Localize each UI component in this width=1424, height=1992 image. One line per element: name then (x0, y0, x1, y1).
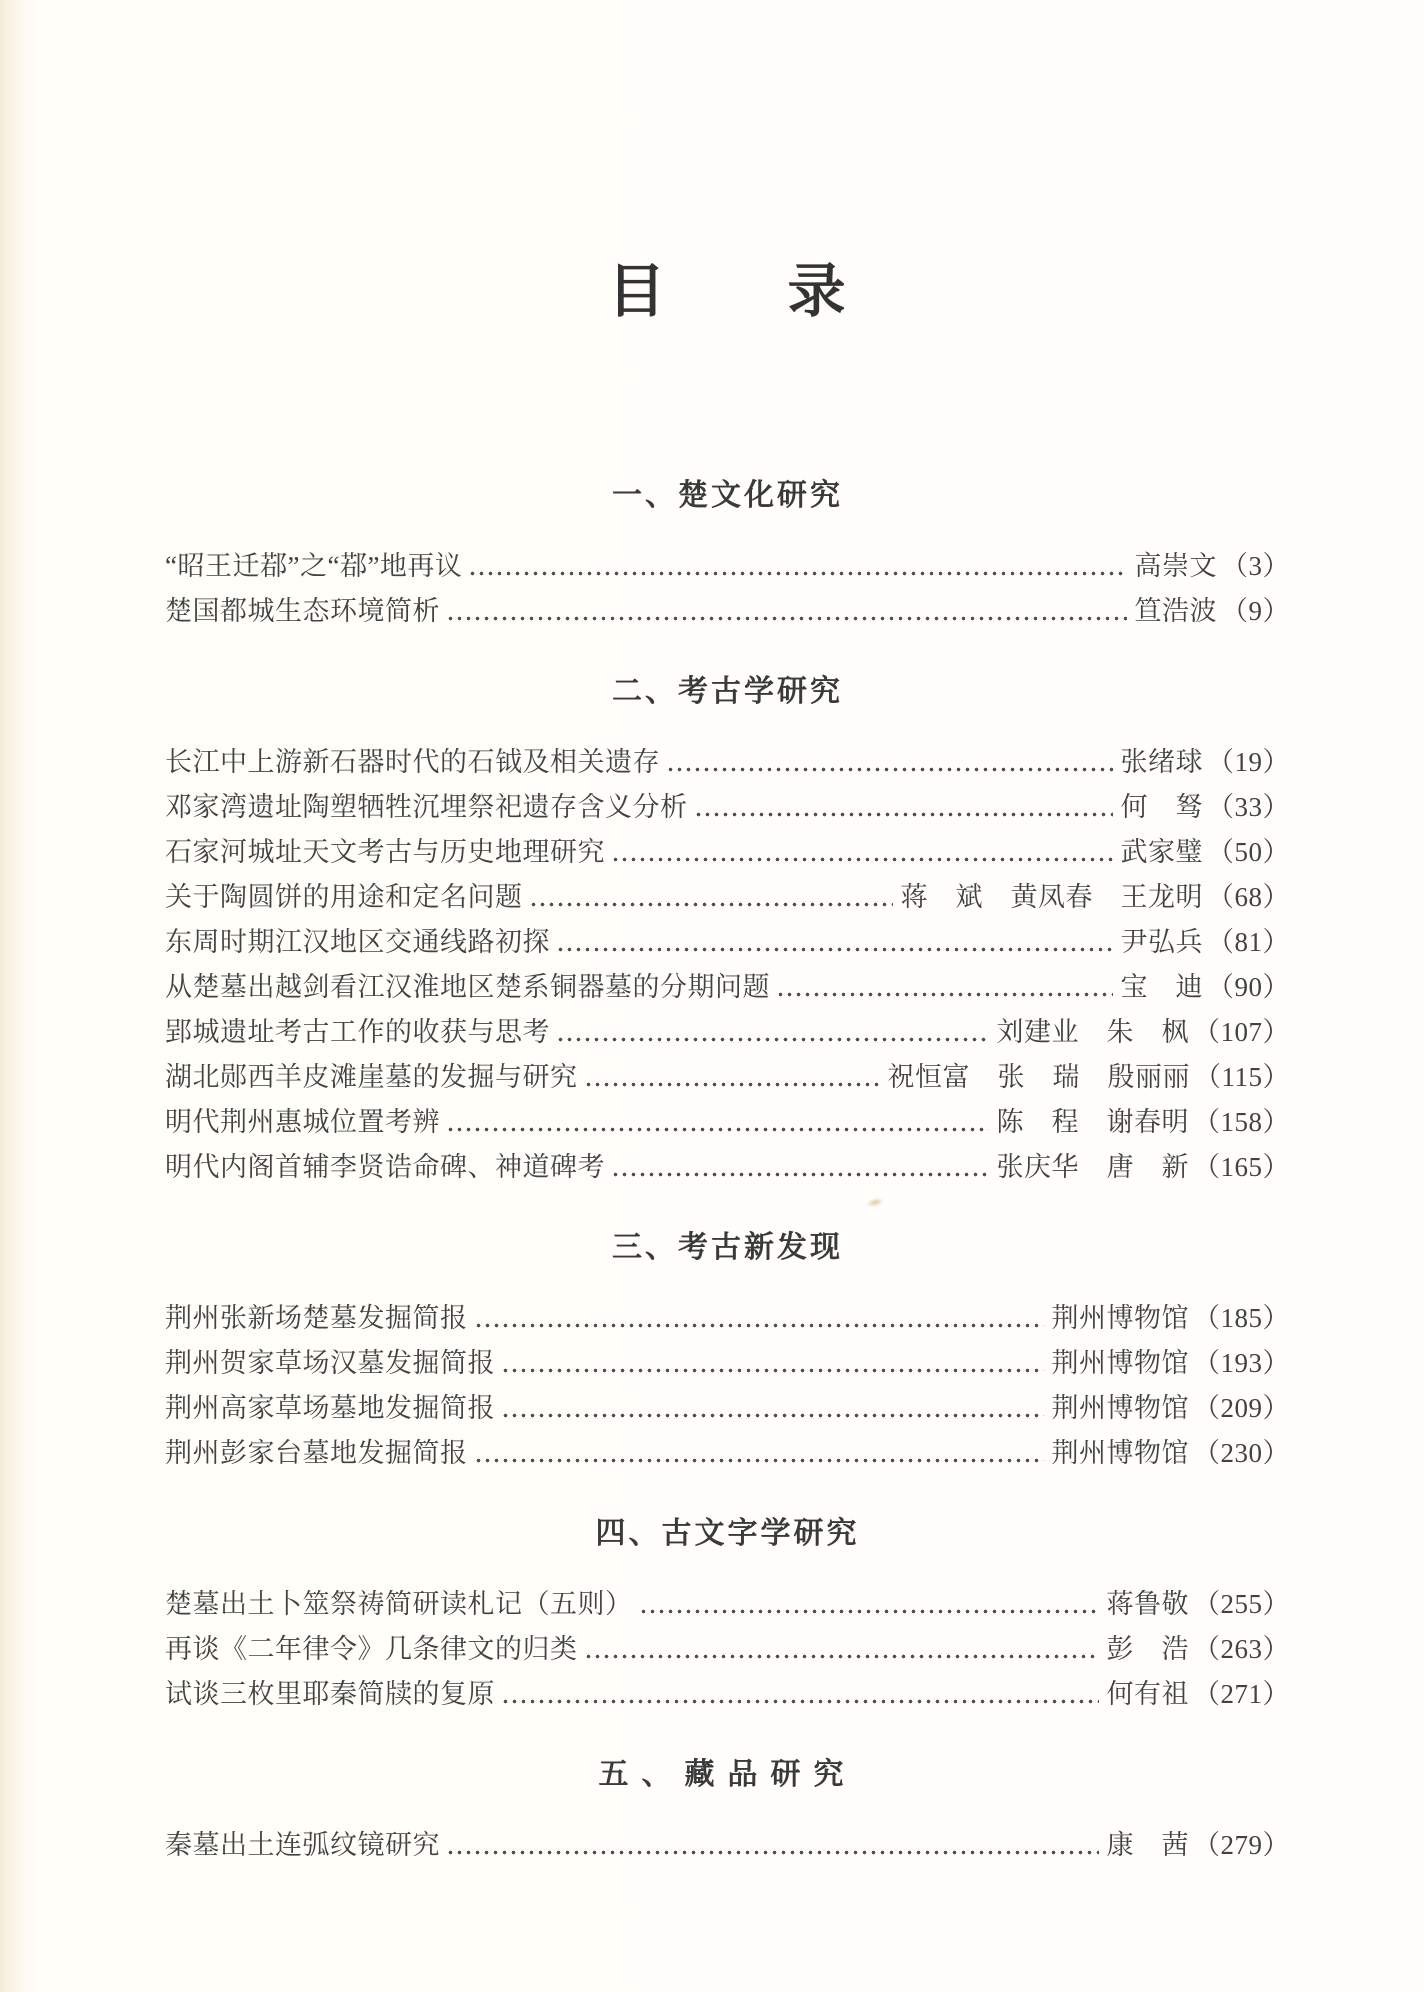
toc-entry (165, 1145, 1290, 1190)
dotted-leader (529, 875, 893, 920)
toc-entry (165, 544, 1290, 589)
toc-entry (165, 1386, 1290, 1431)
entry-page-number: （115） (1194, 1062, 1290, 1092)
entry-authors: 荆州博物馆 (1051, 1393, 1189, 1423)
toc-entry (165, 589, 1290, 634)
dotted-leader (611, 830, 1113, 875)
entry-title: 郢城遗址考古工作的收获与思考 (165, 1017, 550, 1047)
entry-authors: 刘建业 朱 枫 (996, 1017, 1189, 1047)
section-heading: 三、考古新发现 (612, 1230, 843, 1265)
entry-page-number: （90） (1207, 972, 1290, 1002)
entry-title: 荆州张新场楚墓发掘简报 (165, 1303, 468, 1333)
entry-page-number: （255） (1193, 1589, 1290, 1619)
entry-authors: 荆州博物馆 (1051, 1303, 1189, 1333)
section-paleography (165, 1512, 1290, 1717)
entry-authors: 荆州博物馆 (1051, 1348, 1189, 1378)
entry-authors: 何 驽 (1120, 792, 1203, 822)
section-heading: 二、考古学研究 (612, 674, 843, 709)
toc-entry (165, 1672, 1290, 1717)
entry-authors: 康 茜 (1106, 1830, 1189, 1860)
dotted-leader (776, 965, 1113, 1010)
dotted-leader (556, 920, 1113, 965)
entry-page-number: （81） (1207, 927, 1290, 957)
entry-title: 东周时期江汉地区交通线路初探 (165, 927, 550, 957)
dotted-leader (639, 1582, 1099, 1627)
dotted-leader (666, 740, 1113, 785)
toc-entry (165, 1100, 1290, 1145)
entry-page-number: （209） (1193, 1393, 1290, 1423)
dotted-leader (474, 1431, 1044, 1476)
entry-page-number: （185） (1193, 1303, 1290, 1333)
toc-entry (165, 740, 1290, 785)
entry-authors: 陈 程 谢春明 (996, 1107, 1189, 1137)
entry-page-number: （3） (1221, 551, 1290, 581)
entry-page-number: （230） (1193, 1438, 1290, 1468)
dotted-leader (584, 1055, 880, 1100)
entry-title: 明代荆州惠城位置考辨 (165, 1107, 440, 1137)
entry-title: 长江中上游新石器时代的石钺及相关遗存 (165, 747, 660, 777)
toc-entry (165, 1582, 1290, 1627)
toc-entry (165, 1627, 1290, 1672)
entry-authors: 武家璧 (1120, 837, 1203, 867)
entry-authors: 笪浩波 (1134, 596, 1217, 626)
entry-title: 湖北郧西羊皮滩崖墓的发掘与研究 (165, 1062, 578, 1092)
entry-title: 从楚墓出越剑看江汉淮地区楚系铜器墓的分期问题 (165, 972, 770, 1002)
dotted-leader (584, 1627, 1099, 1672)
entry-title: 邓家湾遗址陶塑牺牲沉埋祭祀遗存含义分析 (165, 792, 688, 822)
dotted-leader (446, 1823, 1099, 1868)
section-new-discoveries (165, 1226, 1290, 1476)
entry-authors: 尹弘兵 (1120, 927, 1203, 957)
dotted-leader (468, 544, 1126, 589)
entry-title: 试谈三枚里耶秦简牍的复原 (165, 1679, 495, 1709)
dotted-leader (694, 785, 1113, 830)
entry-page-number: （165） (1193, 1152, 1290, 1182)
dotted-leader (474, 1296, 1044, 1341)
toc-entry (165, 785, 1290, 830)
entry-title: “昭王迁鄀”之“鄀”地再议 (165, 551, 463, 581)
section-archaeology (165, 670, 1290, 1190)
entry-title: 楚墓出土卜筮祭祷简研读札记（五则） (165, 1589, 633, 1619)
entry-page-number: （68） (1207, 882, 1290, 912)
section-heading: 四、古文字学研究 (595, 1516, 860, 1551)
entry-title: 再谈《二年律令》几条律文的归类 (165, 1634, 578, 1664)
entry-page-number: （279） (1193, 1830, 1290, 1860)
entry-page-number: （19） (1207, 747, 1290, 777)
toc-entry (165, 1431, 1290, 1476)
dotted-leader (501, 1672, 1099, 1717)
entry-page-number: （33） (1207, 792, 1290, 822)
section-heading: 五、藏品研究 (598, 1757, 857, 1792)
entry-authors: 高崇文 (1134, 551, 1217, 581)
entry-title: 荆州彭家台墓地发掘简报 (165, 1438, 468, 1468)
entry-title: 秦墓出土连弧纹镜研究 (165, 1830, 440, 1860)
entry-title: 荆州贺家草场汉墓发掘简报 (165, 1348, 495, 1378)
entry-authors: 荆州博物馆 (1051, 1438, 1189, 1468)
toc-entry (165, 965, 1290, 1010)
entry-title: 明代内阁首辅李贤诰命碑、神道碑考 (165, 1152, 605, 1182)
toc-entry (165, 875, 1290, 920)
entry-page-number: （9） (1221, 596, 1290, 626)
toc-entry (165, 1296, 1290, 1341)
entry-page-number: （271） (1193, 1679, 1290, 1709)
entry-title: 荆州高家草场墓地发掘简报 (165, 1393, 495, 1423)
entry-authors: 彭 浩 (1106, 1634, 1189, 1664)
entry-page-number: （263） (1193, 1634, 1290, 1664)
dotted-leader (446, 589, 1127, 634)
entry-title: 楚国都城生态环境简析 (165, 596, 440, 626)
entry-authors: 宝 迪 (1120, 972, 1203, 1002)
toc-entry (165, 1055, 1290, 1100)
section-collection-research (165, 1753, 1290, 1868)
entry-authors: 祝恒富 张 瑞 殷丽丽 (887, 1062, 1190, 1092)
dotted-leader (501, 1341, 1044, 1386)
toc-entry (165, 920, 1290, 965)
dotted-leader (556, 1010, 989, 1055)
toc-entry (165, 1341, 1290, 1386)
entry-authors: 蒋鲁敬 (1106, 1589, 1189, 1619)
dotted-leader (501, 1386, 1044, 1431)
dotted-leader (611, 1145, 989, 1190)
entry-authors: 蒋 斌 黄凤春 王龙明 (900, 882, 1203, 912)
toc-entry (165, 1823, 1290, 1868)
entry-page-number: （158） (1193, 1107, 1290, 1137)
page-title: 目 录 (607, 259, 848, 324)
toc-entry (165, 830, 1290, 875)
section-chu-culture (165, 474, 1290, 634)
entry-authors: 张庆华 唐 新 (996, 1152, 1189, 1182)
entry-page-number: （193） (1193, 1348, 1290, 1378)
entry-page-number: （50） (1207, 837, 1290, 867)
toc-entry (165, 1010, 1290, 1055)
entry-authors: 何有祖 (1106, 1679, 1189, 1709)
entry-title: 关于陶圆饼的用途和定名问题 (165, 882, 523, 912)
section-heading: 一、楚文化研究 (612, 478, 843, 513)
entry-title: 石家河城址天文考古与历史地理研究 (165, 837, 605, 867)
dotted-leader (446, 1100, 989, 1145)
entry-authors: 张绪球 (1120, 747, 1203, 777)
entry-page-number: （107） (1193, 1017, 1290, 1047)
